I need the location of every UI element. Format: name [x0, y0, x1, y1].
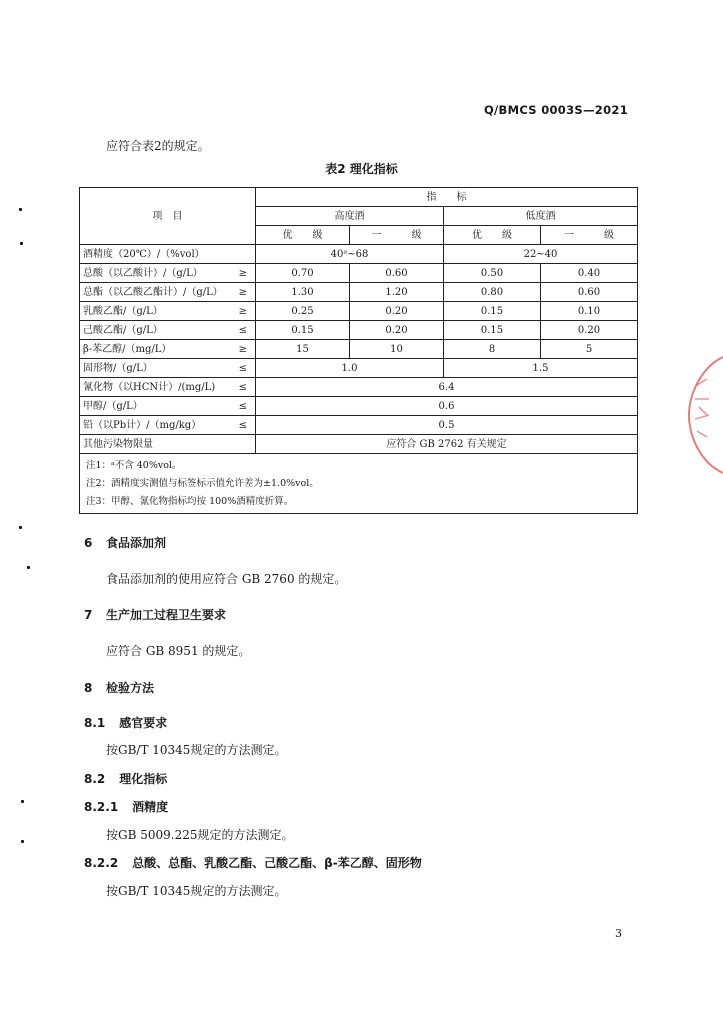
value-low-first: 0.20 — [541, 321, 638, 340]
header-high-proof: 高度酒 — [256, 207, 444, 226]
row-label: 铅（以Pb计）/（mg/kg） — [80, 416, 230, 435]
value-all-grades: 应符合 GB 2762 有关规定 — [256, 435, 638, 454]
table-row — [80, 416, 638, 435]
section-number: 8.1 — [84, 716, 106, 730]
row-comparator — [230, 245, 256, 264]
scan-speck — [20, 242, 23, 245]
header-grade-first: 一 级 — [350, 226, 444, 245]
row-label: 己酸乙酯/（g/L） — [80, 321, 230, 340]
row-comparator: ≤ — [230, 359, 256, 378]
value-low-proof: 22~40 — [444, 245, 638, 264]
scan-speck — [27, 566, 30, 569]
intro-text: 应符合表2的规定。 — [106, 139, 210, 153]
value-low-superior: 0.15 — [444, 321, 541, 340]
row-label: 总酯（以乙酸乙酯计）/（g/L） — [80, 283, 230, 302]
section-7-heading — [84, 606, 226, 623]
value-low-superior: 8 — [444, 340, 541, 359]
header-grade-superior: 优 级 — [256, 226, 350, 245]
section-title: 生产加工过程卫生要求 — [106, 608, 227, 622]
scan-speck — [19, 526, 22, 529]
row-comparator — [230, 435, 256, 454]
header-grade-first: 一 级 — [541, 226, 638, 245]
section-6-heading — [84, 534, 166, 551]
header-grade-superior: 优 级 — [444, 226, 541, 245]
value-high-first: 0.20 — [350, 321, 444, 340]
value-low-superior: 0.15 — [444, 302, 541, 321]
document-code: Q/BMCS 0003S—2021 — [483, 103, 628, 117]
value-high-superior: 0.15 — [256, 321, 350, 340]
scan-speck — [21, 840, 24, 843]
value-low-first: 0.60 — [541, 283, 638, 302]
section-title: 食品添加剂 — [106, 536, 167, 550]
value-all-grades: 0.6 — [256, 397, 638, 416]
section-title: 酒精度 — [132, 800, 169, 814]
note-1: 注1：ᵃ不含 40%vol。 — [86, 460, 182, 471]
value-low-superior: 0.80 — [444, 283, 541, 302]
row-comparator: ≤ — [230, 378, 256, 397]
row-label: 氰化物（以HCN计）/(mg/L) — [80, 378, 230, 397]
section-7-text: 应符合 GB 8951 的规定。 — [106, 644, 251, 658]
table-row — [80, 321, 638, 340]
value-low-first: 5 — [541, 340, 638, 359]
section-title: 检验方法 — [106, 681, 155, 695]
table-notes — [80, 454, 638, 514]
value-high-superior: 0.25 — [256, 302, 350, 321]
section-title: 总酸、总酯、乳酸乙酯、己酸乙酯、β-苯乙醇、固形物 — [132, 856, 422, 870]
row-comparator: ≥ — [230, 340, 256, 359]
row-comparator: ≥ — [230, 302, 256, 321]
value-low-first: 0.40 — [541, 264, 638, 283]
section-number: 8.2 — [84, 772, 106, 786]
row-comparator: ≤ — [230, 397, 256, 416]
section-8-2-heading — [84, 770, 167, 787]
row-label: 甲醇/（g/L） — [80, 397, 230, 416]
value-low-proof: 1.5 — [444, 359, 638, 378]
value-low-superior: 0.50 — [444, 264, 541, 283]
value-high-superior: 0.70 — [256, 264, 350, 283]
header-item: 项 目 — [80, 188, 256, 245]
row-label: 固形物/（g/L） — [80, 359, 230, 378]
scan-speck — [21, 800, 24, 803]
row-comparator: ≤ — [230, 416, 256, 435]
table-caption: 表2 理化指标 — [325, 162, 398, 176]
header-index: 指 标 — [256, 188, 638, 207]
table-row — [80, 378, 638, 397]
value-high-superior: 15 — [256, 340, 350, 359]
section-8-2-2-text: 按GB/T 10345规定的方法测定。 — [106, 884, 287, 898]
section-8-1-heading — [84, 714, 167, 731]
page-number: 3 — [615, 927, 622, 940]
header-low-proof: 低度酒 — [444, 207, 638, 226]
scan-speck — [19, 208, 22, 211]
section-8-2-2-heading — [84, 854, 422, 871]
value-high-proof: 1.0 — [256, 359, 444, 378]
value-high-superior: 1.30 — [256, 283, 350, 302]
row-label: 酒精度（20℃）/（%vol） — [80, 245, 230, 264]
value-high-first: 1.20 — [350, 283, 444, 302]
table-row — [80, 340, 638, 359]
table-row — [80, 435, 638, 454]
section-number: 7 — [84, 608, 93, 622]
value-high-first: 0.20 — [350, 302, 444, 321]
value-all-grades: 6.4 — [256, 378, 638, 397]
value-high-first: 0.60 — [350, 264, 444, 283]
value-all-grades: 0.5 — [256, 416, 638, 435]
section-title: 感官要求 — [119, 716, 168, 730]
table-row — [80, 245, 638, 264]
table-row — [80, 264, 638, 283]
value-high-proof: 40ᵃ~68 — [256, 245, 444, 264]
value-high-first: 10 — [350, 340, 444, 359]
row-label: 乳酸乙酯/（g/L） — [80, 302, 230, 321]
row-label: β-苯乙醇/（mg/L） — [80, 340, 230, 359]
table-row — [80, 397, 638, 416]
section-8-2-1-text: 按GB 5009.225规定的方法测定。 — [106, 828, 294, 842]
physicochemical-table — [79, 187, 638, 514]
section-8-2-1-heading — [84, 798, 168, 815]
row-comparator: ≤ — [230, 321, 256, 340]
partial-seal-stamp — [683, 355, 723, 475]
section-title: 理化指标 — [119, 772, 168, 786]
table-row — [80, 302, 638, 321]
table-row — [80, 359, 638, 378]
section-number: 8.2.1 — [84, 800, 119, 814]
row-comparator: ≥ — [230, 283, 256, 302]
table-row — [80, 283, 638, 302]
note-3: 注3：甲醇、氰化物指标均按 100%酒精度折算。 — [86, 496, 294, 507]
value-low-first: 0.10 — [541, 302, 638, 321]
section-number: 8.2.2 — [84, 856, 119, 870]
row-label: 其他污染物限量 — [80, 435, 230, 454]
row-comparator: ≥ — [230, 264, 256, 283]
row-label: 总酸（以乙酸计）/（g/L） — [80, 264, 230, 283]
section-number: 8 — [84, 681, 93, 695]
section-8-1-text: 按GB/T 10345规定的方法测定。 — [106, 743, 287, 757]
section-6-text: 食品添加剂的使用应符合 GB 2760 的规定。 — [106, 572, 347, 586]
section-8-heading — [84, 679, 154, 696]
note-2: 注2：酒精度实测值与标签标示值允许差为±1.0%vol。 — [86, 478, 319, 489]
section-number: 6 — [84, 536, 93, 550]
